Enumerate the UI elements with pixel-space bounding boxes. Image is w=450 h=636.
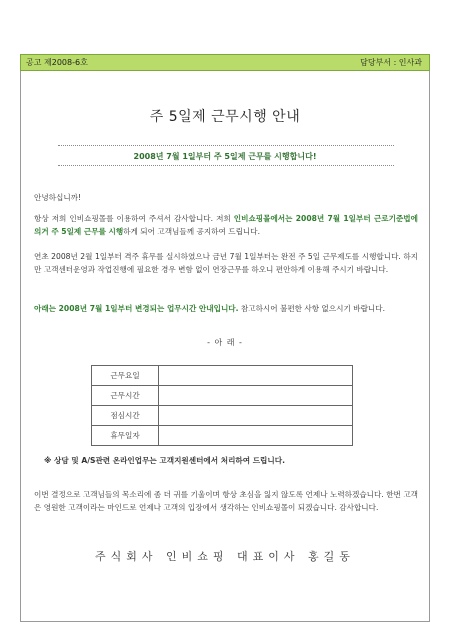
paragraph-closing: 이번 결정으로 고객님들의 목소리에 좀 더 귀를 기울이며 항상 초심을 잃지 않도록 언제나 노력하겠습니다. 한번 고객은 영원한 고객이라는 마인드로 언제나 고객의 입장에서 생각하는 인비쇼핑몰이 되겠습니다. 감사합니다. bbox=[34, 490, 418, 512]
table-row bbox=[92, 366, 353, 386]
table-row bbox=[92, 426, 353, 446]
paragraph-notice-text: 참고하시어 불편한 사항 없으시기 바랍니다. bbox=[238, 304, 386, 313]
signature-line: 주식회사 인비쇼핑 대표이사 홍길동 bbox=[95, 550, 355, 563]
table-label: 점심시간 bbox=[92, 406, 159, 426]
table-row bbox=[92, 386, 353, 406]
table-row bbox=[92, 406, 353, 426]
notice-number: 공고 제2008-6호 bbox=[26, 58, 88, 67]
department-label: 담당부서 : 인사과 bbox=[360, 58, 422, 67]
table-value bbox=[159, 426, 353, 446]
paragraph-notice-highlight: 아래는 2008년 7월 1일부터 변경되는 업무시간 안내입니다. bbox=[34, 304, 239, 313]
table-label: 근무시간 bbox=[92, 386, 159, 406]
table-value bbox=[159, 406, 353, 426]
paragraph-intro-highlight: 인비쇼핑몰에서는 2008년 7월 1일부터 근로기준법에 의거 주 5일제 근무를 시행 bbox=[34, 214, 418, 236]
table-label: 휴무일자 bbox=[92, 426, 159, 446]
below-label: - 아 래 - bbox=[207, 338, 243, 347]
support-note: ※ 상담 및 A/S관련 온라인업무는 고객지원센터에서 처리하여 드립니다. bbox=[44, 456, 285, 465]
paragraph-schedule: 연초 2008년 2월 1일부터 격주 휴무를 실시하였으나 금년 7월 1일부터는 완전 주 5일 근무제도를 시행합니다. 하지만 고객센터운영과 작업진행에 필요한 경우 변함 없이 연장근무를 하오니 편안하게 이용해 주시기 바랍니다. bbox=[34, 252, 418, 274]
table-label: 근무요일 bbox=[92, 366, 159, 386]
work-schedule-table bbox=[91, 365, 353, 446]
header-bar bbox=[20, 54, 430, 71]
greeting: 안녕하십니까! bbox=[34, 193, 82, 202]
table-value bbox=[159, 366, 353, 386]
table-value bbox=[159, 386, 353, 406]
divider-top bbox=[58, 145, 394, 146]
paragraph-intro bbox=[34, 212, 418, 238]
paragraph-notice bbox=[34, 302, 418, 315]
document-title: 주 5일제 근무시행 안내 bbox=[149, 109, 301, 125]
subtitle: 2008년 7월 1일부터 주 5일제 근무를 시행합니다! bbox=[133, 152, 317, 161]
divider-bottom bbox=[58, 165, 394, 166]
paragraph-intro-text-2: 하게 되어 고객님들께 공지하여 드립니다. bbox=[123, 227, 260, 236]
paragraph-intro-text-1: 항상 저희 인비쇼핑몰를 이용하여 주셔서 감사합니다. 저희 bbox=[34, 214, 234, 223]
